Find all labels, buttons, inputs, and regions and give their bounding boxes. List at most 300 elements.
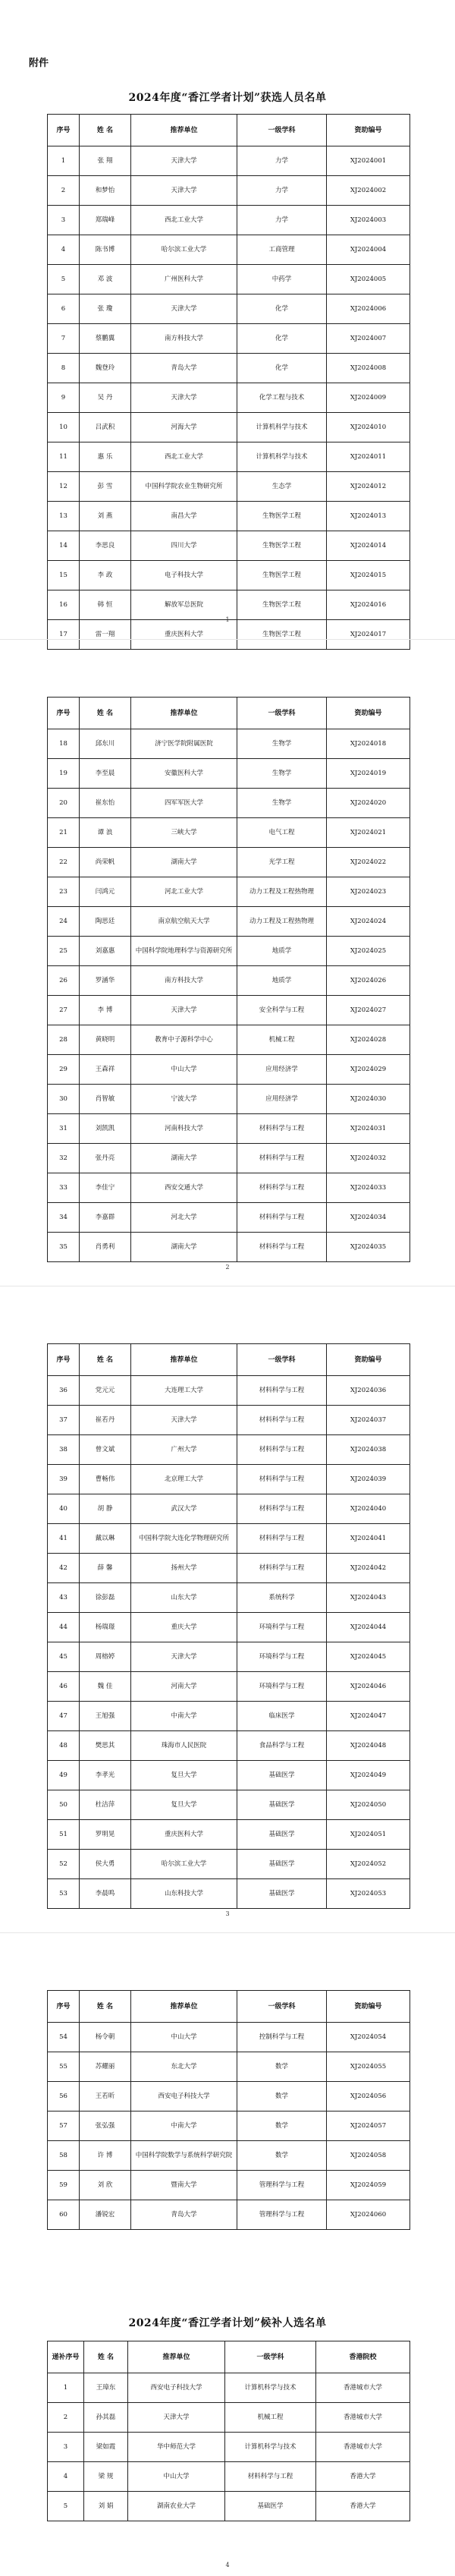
cell-discipline: 环境科学与工程 [237, 1613, 327, 1642]
cell-index: 8 [48, 354, 80, 383]
cell-index: 56 [48, 2082, 80, 2112]
header-index: 序号 [48, 698, 80, 729]
cell-grant-id: XJ2024026 [327, 966, 410, 996]
cell-discipline: 环境科学与工程 [237, 1672, 327, 1702]
table-row [48, 966, 410, 996]
cell-name: 王旭强 [80, 1702, 131, 1731]
cell-index: 7 [48, 324, 80, 354]
cell-grant-id: XJ2024010 [327, 413, 410, 442]
cell-supp-index: 1 [48, 2373, 84, 2403]
cell-name: 张丹亮 [80, 1144, 131, 1173]
cell-grant-id: XJ2024021 [327, 818, 410, 848]
cell-discipline: 生物学 [237, 789, 327, 818]
cell-grant-id: XJ2024009 [327, 383, 410, 413]
cell-name: 党元元 [80, 1376, 131, 1406]
cell-index: 52 [48, 1850, 80, 1879]
cell-grant-id: XJ2024024 [327, 907, 410, 937]
table-row [48, 1233, 410, 1262]
table-row [48, 1790, 410, 1820]
page-divider [0, 1932, 455, 1933]
table-row [48, 996, 410, 1025]
cell-unit: 中国科学院农业生物研究所 [131, 472, 237, 502]
table-row [48, 1583, 410, 1613]
cell-unit: 珠海市人民医院 [131, 1731, 237, 1761]
table-row [48, 1524, 410, 1554]
cell-unit: 哈尔滨工业大学 [131, 1850, 237, 1879]
cell-discipline: 地质学 [237, 966, 327, 996]
cell-index: 45 [48, 1642, 80, 1672]
cell-discipline: 基础医学 [237, 1820, 327, 1850]
cell-grant-id: XJ2024005 [327, 265, 410, 294]
table-header-row [48, 2341, 410, 2373]
table-row [48, 1613, 410, 1642]
cell-unit: 西安交通大学 [131, 1173, 237, 1203]
cell-name: 李思良 [80, 531, 131, 561]
supplementary-table [47, 2341, 410, 2521]
table-row [48, 2433, 410, 2462]
header-name: 姓 名 [84, 2341, 128, 2373]
cell-name: 梁如霞 [84, 2433, 128, 2462]
table-row [48, 2462, 410, 2492]
table-row [48, 1494, 410, 1524]
cell-grant-id: XJ2024042 [327, 1554, 410, 1583]
cell-discipline: 化学工程与技术 [237, 383, 327, 413]
cell-grant-id: XJ2024017 [327, 620, 410, 650]
cell-discipline: 电气工程 [237, 818, 327, 848]
cell-discipline: 中药学 [237, 265, 327, 294]
cell-name: 刘 燕 [80, 502, 131, 531]
cell-index: 59 [48, 2171, 80, 2200]
cell-grant-id: XJ2024046 [327, 1672, 410, 1702]
cell-name: 崔东怡 [80, 789, 131, 818]
cell-name: 雷一翔 [80, 620, 131, 650]
header-unit: 推荐单位 [128, 2341, 225, 2373]
cell-name: 刘 娟 [84, 2492, 128, 2521]
cell-index: 58 [48, 2141, 80, 2171]
cell-index: 19 [48, 759, 80, 789]
cell-index: 51 [48, 1820, 80, 1850]
cell-unit: 中山大学 [128, 2462, 225, 2492]
cell-discipline: 力学 [237, 206, 327, 235]
cell-grant-id: XJ2024060 [327, 2200, 410, 2230]
table-row [48, 176, 410, 206]
cell-discipline: 生物医学工程 [237, 502, 327, 531]
cell-grant-id: XJ2024006 [327, 294, 410, 324]
cell-discipline: 材料科学与工程 [237, 1376, 327, 1406]
cell-discipline: 材料科学与工程 [237, 1144, 327, 1173]
cell-index: 1 [48, 146, 80, 176]
cell-grant-id: XJ2024035 [327, 1233, 410, 1262]
cell-discipline: 生物医学工程 [237, 590, 327, 620]
cell-supp-index: 2 [48, 2403, 84, 2433]
table-row [48, 2141, 410, 2171]
cell-name: 罗明晃 [80, 1820, 131, 1850]
cell-discipline: 材料科学与工程 [237, 1524, 327, 1554]
header-grant-id: 资助编号 [327, 698, 410, 729]
cell-index: 28 [48, 1025, 80, 1055]
cell-discipline: 动力工程及工程热物理 [237, 907, 327, 937]
header-name: 姓 名 [80, 1344, 131, 1376]
cell-name: 苏耀丽 [80, 2052, 131, 2082]
page-divider [0, 639, 455, 640]
cell-discipline: 力学 [237, 176, 327, 206]
table-row [48, 1055, 410, 1085]
table-row [48, 206, 410, 235]
cell-grant-id: XJ2024001 [327, 146, 410, 176]
table-row [48, 2052, 410, 2082]
cell-index: 21 [48, 818, 80, 848]
cell-index: 3 [48, 206, 80, 235]
cell-index: 23 [48, 877, 80, 907]
cell-grant-id: XJ2024051 [327, 1820, 410, 1850]
cell-unit: 天津大学 [131, 1642, 237, 1672]
cell-name: 陈书博 [80, 235, 131, 265]
cell-discipline: 机械工程 [237, 1025, 327, 1055]
cell-unit: 河北工业大学 [131, 877, 237, 907]
cell-index: 16 [48, 590, 80, 620]
cell-grant-id: XJ2024057 [327, 2112, 410, 2141]
header-grant-id: 资助编号 [327, 1991, 410, 2023]
awardee-table-page-4 [47, 1990, 410, 2230]
cell-index: 9 [48, 383, 80, 413]
table-row [48, 759, 410, 789]
header-unit: 推荐单位 [131, 1991, 237, 2023]
header-unit: 推荐单位 [131, 115, 237, 146]
cell-index: 17 [48, 620, 80, 650]
header-name: 姓 名 [80, 1991, 131, 2023]
cell-unit: 重庆大学 [131, 1613, 237, 1642]
page-number: 3 [225, 1910, 230, 1917]
cell-grant-id: XJ2024054 [327, 2023, 410, 2052]
cell-unit: 河南科技大学 [131, 1114, 237, 1144]
header-supp-index: 递补序号 [48, 2341, 84, 2373]
cell-name: 惠 乐 [80, 442, 131, 472]
cell-name: 胡 静 [80, 1494, 131, 1524]
cell-name: 崔若丹 [80, 1406, 131, 1435]
cell-discipline: 管理科学与工程 [237, 2200, 327, 2230]
cell-index: 6 [48, 294, 80, 324]
header-index: 序号 [48, 1344, 80, 1376]
cell-index: 4 [48, 235, 80, 265]
page-number: 1 [225, 616, 230, 623]
cell-name: 魏登玲 [80, 354, 131, 383]
cell-grant-id: XJ2024023 [327, 877, 410, 907]
cell-hk-institution: 香港城市大学 [316, 2373, 410, 2403]
cell-grant-id: XJ2024019 [327, 759, 410, 789]
cell-unit: 天津大学 [131, 1406, 237, 1435]
cell-grant-id: XJ2024034 [327, 1203, 410, 1233]
cell-name: 蔡鹏翼 [80, 324, 131, 354]
cell-grant-id: XJ2024028 [327, 1025, 410, 1055]
cell-index: 31 [48, 1114, 80, 1144]
table-row [48, 1702, 410, 1731]
cell-index: 15 [48, 561, 80, 590]
cell-unit: 天津大学 [131, 176, 237, 206]
cell-index: 25 [48, 937, 80, 966]
cell-unit: 北京理工大学 [131, 1465, 237, 1494]
table-row [48, 1465, 410, 1494]
cell-grant-id: XJ2024037 [327, 1406, 410, 1435]
cell-index: 37 [48, 1406, 80, 1435]
table-row [48, 2373, 410, 2403]
cell-name: 肖勇利 [80, 1233, 131, 1262]
cell-unit: 中南大学 [131, 2112, 237, 2141]
cell-discipline: 工商管理 [237, 235, 327, 265]
cell-unit: 重庆医科大学 [131, 1820, 237, 1850]
table-row [48, 324, 410, 354]
cell-unit: 宁波大学 [131, 1085, 237, 1114]
cell-grant-id: XJ2024003 [327, 206, 410, 235]
table-row [48, 1672, 410, 1702]
cell-unit: 华中师范大学 [128, 2433, 225, 2462]
table-header-row [48, 115, 410, 146]
cell-unit: 中国科学院数学与系统科学研究院 [131, 2141, 237, 2171]
cell-grant-id: XJ2024058 [327, 2141, 410, 2171]
cell-name: 张 翔 [80, 146, 131, 176]
cell-unit: 济宁医学院附属医院 [131, 729, 237, 759]
cell-index: 60 [48, 2200, 80, 2230]
cell-unit: 天津大学 [131, 146, 237, 176]
cell-discipline: 材料科学与工程 [237, 1494, 327, 1524]
cell-unit: 中国科学院大连化学物理研究所 [131, 1524, 237, 1554]
cell-discipline: 生物学 [237, 759, 327, 789]
cell-index: 30 [48, 1085, 80, 1114]
cell-name: 肖智敏 [80, 1085, 131, 1114]
cell-supp-index: 4 [48, 2462, 84, 2492]
cell-index: 12 [48, 472, 80, 502]
cell-index: 36 [48, 1376, 80, 1406]
header-discipline: 一级学科 [237, 698, 327, 729]
cell-discipline: 化学 [237, 354, 327, 383]
cell-unit: 河南大学 [131, 1672, 237, 1702]
awardee-table-page-1 [47, 114, 410, 650]
cell-unit: 青岛大学 [131, 2200, 237, 2230]
cell-discipline: 数学 [237, 2141, 327, 2171]
cell-discipline: 基础医学 [237, 1761, 327, 1790]
cell-unit: 四川大学 [131, 531, 237, 561]
cell-discipline: 计算机科学与技术 [225, 2433, 316, 2462]
cell-index: 53 [48, 1879, 80, 1909]
cell-name: 孙其磊 [84, 2403, 128, 2433]
cell-hk-institution: 香港大学 [316, 2492, 410, 2521]
cell-grant-id: XJ2024047 [327, 1702, 410, 1731]
cell-unit: 电子科技大学 [131, 561, 237, 590]
cell-unit: 重庆医科大学 [131, 620, 237, 650]
cell-name: 张 瓊 [80, 294, 131, 324]
cell-discipline: 材料科学与工程 [237, 1203, 327, 1233]
cell-index: 49 [48, 1761, 80, 1790]
table-row [48, 2492, 410, 2521]
cell-unit: 天津大学 [131, 294, 237, 324]
cell-discipline: 数学 [237, 2052, 327, 2082]
table-row [48, 1025, 410, 1055]
cell-name: 刘嘉惠 [80, 937, 131, 966]
cell-grant-id: XJ2024036 [327, 1376, 410, 1406]
cell-index: 44 [48, 1613, 80, 1642]
cell-discipline: 食品科学与工程 [237, 1731, 327, 1761]
page-number: 2 [225, 1264, 230, 1271]
cell-discipline: 材料科学与工程 [237, 1173, 327, 1203]
cell-name: 和梦怡 [80, 176, 131, 206]
cell-discipline: 应用经济学 [237, 1085, 327, 1114]
table-row [48, 2023, 410, 2052]
cell-discipline: 控制科学与工程 [237, 2023, 327, 2052]
cell-name: 杨瑞璟 [80, 1613, 131, 1642]
cell-index: 35 [48, 1233, 80, 1262]
header-index: 序号 [48, 115, 80, 146]
cell-grant-id: XJ2024044 [327, 1613, 410, 1642]
cell-name: 李孝光 [80, 1761, 131, 1790]
cell-index: 32 [48, 1144, 80, 1173]
cell-unit: 南昌大学 [131, 502, 237, 531]
cell-unit: 三峡大学 [131, 818, 237, 848]
cell-unit: 广州大学 [131, 1435, 237, 1465]
table-row [48, 848, 410, 877]
cell-unit: 教育中子源科学中心 [131, 1025, 237, 1055]
table-row [48, 1820, 410, 1850]
cell-hk-institution: 香港城市大学 [316, 2433, 410, 2462]
cell-index: 34 [48, 1203, 80, 1233]
cell-unit: 南京航空航天大学 [131, 907, 237, 937]
cell-name: 刘凯凯 [80, 1114, 131, 1144]
cell-unit: 湖南大学 [131, 1233, 237, 1262]
cell-grant-id: XJ2024004 [327, 235, 410, 265]
header-index: 序号 [48, 1991, 80, 2023]
cell-unit: 暨南大学 [131, 2171, 237, 2200]
table-row [48, 2403, 410, 2433]
awardee-table-page-3 [47, 1343, 410, 1909]
cell-name: 周榕婷 [80, 1642, 131, 1672]
cell-discipline: 材料科学与工程 [237, 1233, 327, 1262]
page-number: 4 [225, 2562, 230, 2568]
header-name: 姓 名 [80, 698, 131, 729]
supplementary-list-title: 2024年度“香江学者计划”候补人选名单 [128, 2317, 327, 2329]
cell-discipline: 化学 [237, 324, 327, 354]
table-row [48, 590, 410, 620]
cell-unit: 湖南大学 [131, 1144, 237, 1173]
cell-index: 38 [48, 1435, 80, 1465]
cell-unit: 天津大学 [128, 2403, 225, 2433]
header-unit: 推荐单位 [131, 1344, 237, 1376]
cell-grant-id: XJ2024007 [327, 324, 410, 354]
cell-grant-id: XJ2024043 [327, 1583, 410, 1613]
cell-unit: 哈尔滨工业大学 [131, 235, 237, 265]
cell-discipline: 化学 [237, 294, 327, 324]
cell-grant-id: XJ2024016 [327, 590, 410, 620]
cell-unit: 河海大学 [131, 413, 237, 442]
cell-grant-id: XJ2024015 [327, 561, 410, 590]
cell-name: 杨令朝 [80, 2023, 131, 2052]
cell-grant-id: XJ2024013 [327, 502, 410, 531]
table-row [48, 1879, 410, 1909]
header-hk-institution: 香港院校 [316, 2341, 410, 2373]
cell-unit: 西安电子科技大学 [128, 2373, 225, 2403]
cell-discipline: 生物医学工程 [237, 561, 327, 590]
cell-discipline: 基础医学 [237, 1850, 327, 1879]
cell-discipline: 生物医学工程 [237, 620, 327, 650]
table-row [48, 937, 410, 966]
table-row [48, 2171, 410, 2200]
cell-index: 5 [48, 265, 80, 294]
table-row [48, 2112, 410, 2141]
cell-name: 黄晓明 [80, 1025, 131, 1055]
table-row [48, 1085, 410, 1114]
cell-name: 谭 浪 [80, 818, 131, 848]
cell-name: 李晨鸣 [80, 1879, 131, 1909]
cell-grant-id: XJ2024039 [327, 1465, 410, 1494]
cell-discipline: 生物医学工程 [237, 531, 327, 561]
table-row [48, 1203, 410, 1233]
cell-supp-index: 3 [48, 2433, 84, 2462]
cell-index: 22 [48, 848, 80, 877]
cell-grant-id: XJ2024040 [327, 1494, 410, 1524]
cell-grant-id: XJ2024029 [327, 1055, 410, 1085]
table-row [48, 729, 410, 759]
table-row [48, 2200, 410, 2230]
header-grant-id: 资助编号 [327, 1344, 410, 1376]
cell-discipline: 动力工程及工程热物理 [237, 877, 327, 907]
cell-name: 尚荣帆 [80, 848, 131, 877]
cell-index: 50 [48, 1790, 80, 1820]
cell-index: 26 [48, 966, 80, 996]
cell-discipline: 基础医学 [237, 1879, 327, 1909]
cell-discipline: 机械工程 [225, 2403, 316, 2433]
cell-name: 魏 佳 [80, 1672, 131, 1702]
table-header-row [48, 1344, 410, 1376]
cell-discipline: 数学 [237, 2082, 327, 2112]
cell-unit: 大连理工大学 [131, 1376, 237, 1406]
cell-grant-id: XJ2024049 [327, 1761, 410, 1790]
cell-name: 樊思其 [80, 1731, 131, 1761]
cell-unit: 中山大学 [131, 2023, 237, 2052]
cell-grant-id: XJ2024012 [327, 472, 410, 502]
header-grant-id: 资助编号 [327, 115, 410, 146]
cell-name: 李佳宁 [80, 1173, 131, 1203]
table-header-row [48, 1991, 410, 2023]
cell-name: 李嘉群 [80, 1203, 131, 1233]
cell-grant-id: XJ2024052 [327, 1850, 410, 1879]
cell-index: 13 [48, 502, 80, 531]
cell-index: 11 [48, 442, 80, 472]
cell-unit: 天津大学 [131, 996, 237, 1025]
cell-name: 闫鸿元 [80, 877, 131, 907]
cell-unit: 湖南大学 [131, 848, 237, 877]
table-row [48, 531, 410, 561]
cell-unit: 湖南农业大学 [128, 2492, 225, 2521]
cell-grant-id: XJ2024032 [327, 1144, 410, 1173]
cell-discipline: 应用经济学 [237, 1055, 327, 1085]
cell-discipline: 数学 [237, 2112, 327, 2141]
cell-index: 29 [48, 1055, 80, 1085]
cell-discipline: 计算机科学与技术 [225, 2373, 316, 2403]
cell-unit: 解放军总医院 [131, 590, 237, 620]
cell-discipline: 力学 [237, 146, 327, 176]
header-discipline: 一级学科 [237, 1991, 327, 2023]
table-row [48, 2082, 410, 2112]
header-unit: 推荐单位 [131, 698, 237, 729]
table-row [48, 472, 410, 502]
cell-unit: 西安电子科技大学 [131, 2082, 237, 2112]
table-row [48, 1376, 410, 1406]
cell-grant-id: XJ2024053 [327, 1879, 410, 1909]
cell-discipline: 基础医学 [237, 1790, 327, 1820]
cell-index: 47 [48, 1702, 80, 1731]
table-row [48, 383, 410, 413]
table-row [48, 789, 410, 818]
cell-grant-id: XJ2024056 [327, 2082, 410, 2112]
cell-grant-id: XJ2024022 [327, 848, 410, 877]
cell-grant-id: XJ2024050 [327, 1790, 410, 1820]
